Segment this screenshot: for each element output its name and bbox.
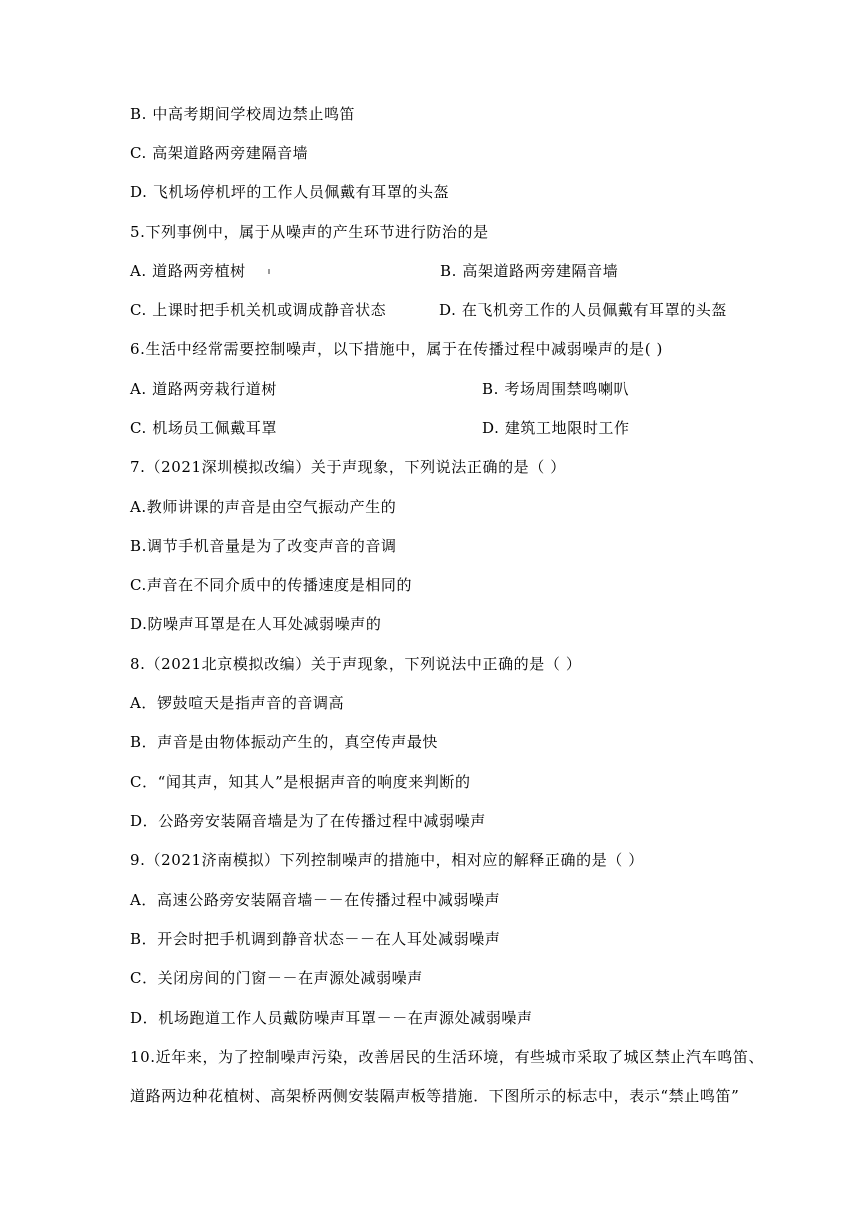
q8-option-a: A．锣鼓喧天是指声音的音调高: [130, 694, 345, 712]
q7-option-c: C.声音在不同介质中的传播速度是相同的: [130, 576, 413, 594]
q5-option-a: A. 道路两旁植树: [130, 262, 246, 280]
q9-option-c: C．关闭房间的门窗－－在声源处减弱噪声: [130, 969, 423, 987]
q7-stem: 7.（2021深圳模拟改编）关于声现象，下列说法正确的是（ ）: [130, 458, 566, 476]
q4-option-b: B. 中高考期间学校周边禁止鸣笛: [130, 105, 356, 123]
q9-option-a: A．高速公路旁安装隔音墙－－在传播过程中减弱噪声: [130, 891, 501, 909]
q10-stem-line-2: 道路两边种花植树、高架桥两侧安装隔声板等措施．下图所示的标志中，表示“禁止鸣笛”: [130, 1087, 740, 1105]
q6-stem: 6.生活中经常需要控制噪声，以下措施中，属于在传播过程中减弱噪声的是( ): [130, 340, 663, 358]
q5-stem: 5.下列事例中，属于从噪声的产生环节进行防治的是: [130, 223, 489, 241]
q8-stem: 8.（2021北京模拟改编）关于声现象，下列说法中正确的是（ ）: [130, 655, 582, 673]
q8-option-b: B．声音是由物体振动产生的，真空传声最快: [130, 733, 439, 751]
q5-option-c: C. 上课时把手机关机或调成静音状态: [130, 301, 387, 319]
q5-option-d: D. 在飞机旁工作的人员佩戴有耳罩的头盔: [439, 301, 728, 319]
q7-option-a: A.教师讲课的声音是由空气振动产生的: [130, 498, 397, 516]
q7-option-d: D.防噪声耳罩是在人耳处减弱噪声的: [130, 615, 382, 633]
q6-option-c: C. 机场员工佩戴耳罩: [130, 419, 278, 437]
q7-option-b: B.调节手机音量是为了改变声音的音调: [130, 537, 397, 555]
q8-option-d: D．公路旁安装隔音墙是为了在传播过程中减弱噪声: [130, 812, 486, 830]
q4-option-c: C. 高架道路两旁建隔音墙: [130, 144, 309, 162]
scan-speck: [268, 269, 270, 274]
q5-option-b: B. 高架道路两旁建隔音墙: [440, 262, 619, 280]
q6-option-d: D. 建筑工地限时工作: [482, 419, 630, 437]
q9-stem: 9.（2021济南模拟）下列控制噪声的措施中，相对应的解释正确的是（ ）: [130, 851, 644, 869]
q6-option-b: B. 考场周围禁鸣喇叭: [482, 380, 630, 398]
q9-option-b: B．开会时把手机调到静音状态－－在人耳处减弱噪声: [130, 930, 501, 948]
q8-option-c: C．“闻其声，知其人”是根据声音的响度来判断的: [130, 773, 471, 791]
q4-option-d: D. 飞机场停机坪的工作人员佩戴有耳罩的头盔: [130, 183, 450, 201]
q6-option-a: A. 道路两旁栽行道树: [130, 380, 277, 398]
q10-stem-line-1: 10.近年来，为了控制噪声污染，改善居民的生活环境，有些城市采取了城区禁止汽车鸣笛、: [130, 1048, 765, 1066]
q9-option-d: D．机场跑道工作人员戴防噪声耳罩－－在声源处减弱噪声: [130, 1009, 533, 1027]
